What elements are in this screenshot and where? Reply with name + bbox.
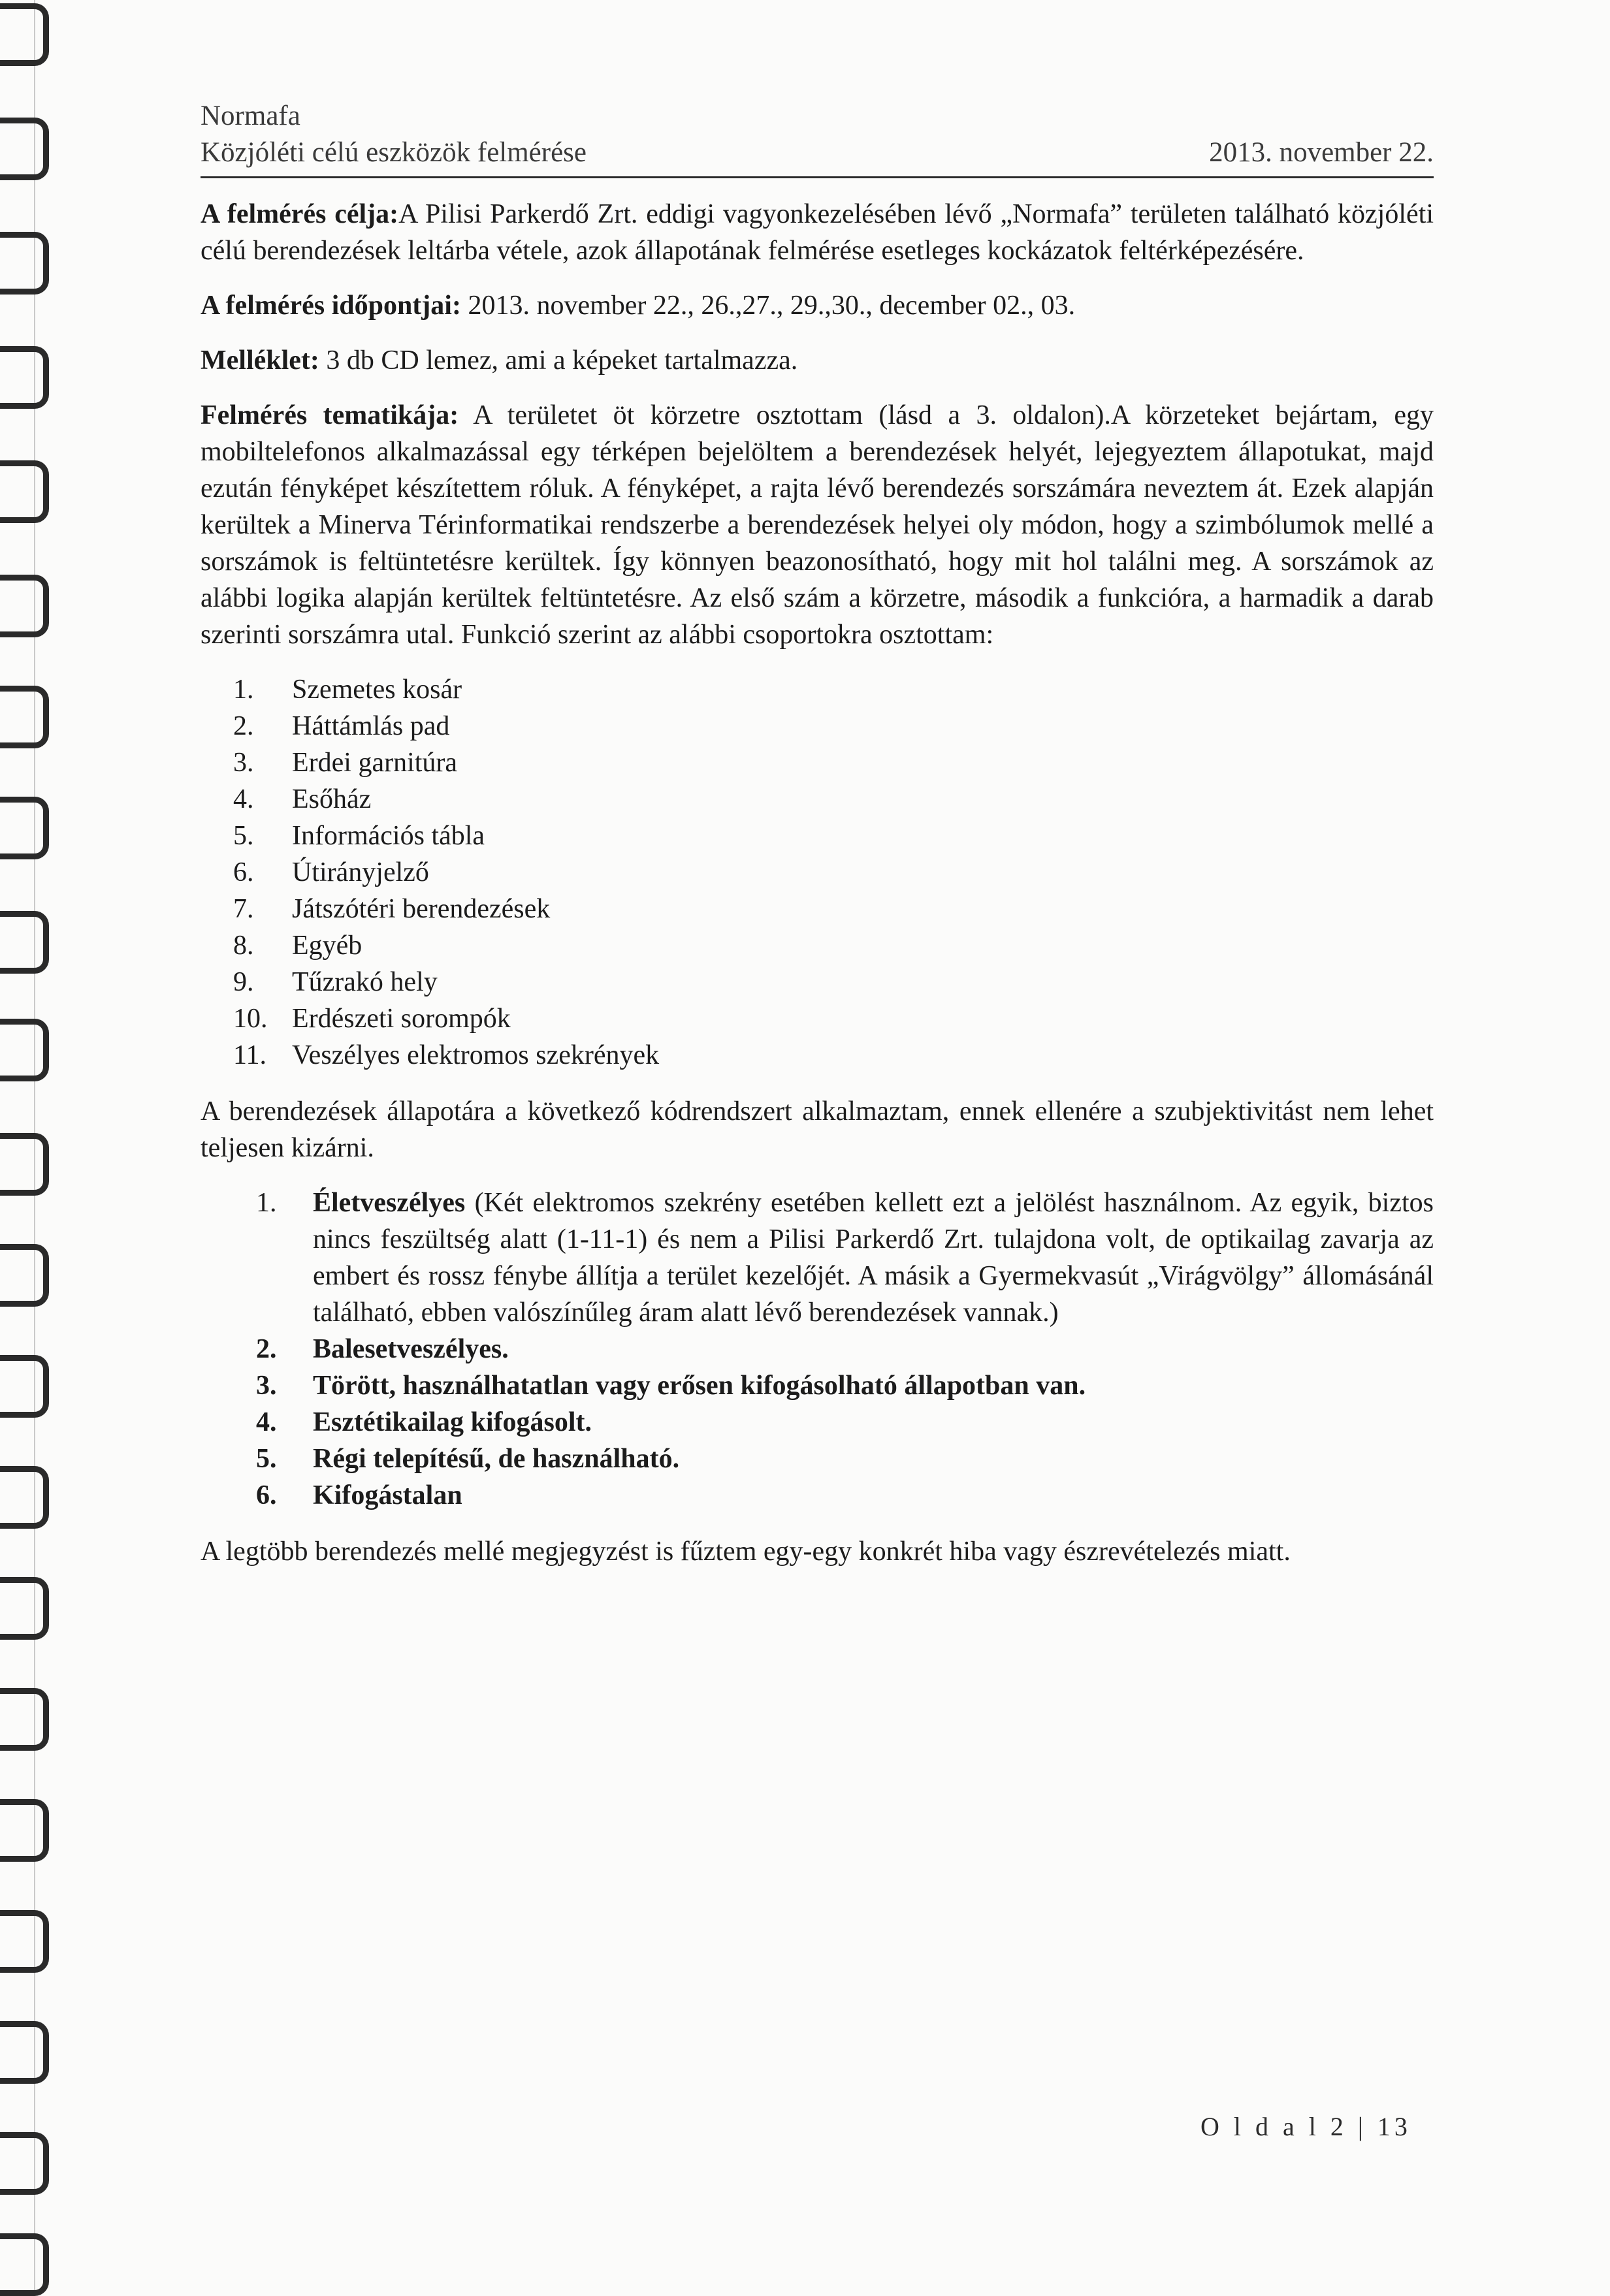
list-label: Esőház [292,784,372,814]
attachment-text: 3 db CD lemez, ami a képeket tartalmazza. [319,345,798,375]
list-item [201,1000,1434,1037]
condition-label: Törött, használhatatlan vagy erősen kifogásolható állapotban van. [313,1371,1086,1401]
header-divider [201,176,1434,178]
header-title: Normafa [201,101,300,131]
list-item [201,1185,1434,1331]
condition-intro-paragraph: A berendezések állapotára a következő kódrendszert alkalmaztam, ennek ellenére a szubjektivitást nem lehet teljesen kizárni. [201,1096,1434,1163]
dates-text: 2013. november 22., 26.,27., 29.,30., december 02., 03. [460,291,1076,321]
binding-ring [20,3,49,66]
list-number: 5. [256,1444,277,1474]
list-label: Szemetes kosár [292,675,462,705]
method-label: Felmérés tematikája: [201,400,459,430]
list-label: Veszélyes elektromos szekrények [292,1040,660,1070]
list-item [201,744,1434,781]
function-list [201,671,1434,1074]
list-number: 1. [233,675,254,705]
condition-label: Esztétikailag kifogásolt. [313,1407,592,1437]
list-number: 3. [256,1371,277,1401]
list-item [201,1367,1434,1404]
list-number: 4. [256,1407,277,1437]
method-paragraph [201,397,1434,653]
list-number: 5. [233,821,254,851]
binding-ring [20,346,49,409]
list-item [201,927,1434,964]
binding-ring [20,2233,49,2296]
list-label: Játszótéri berendezések [292,894,551,924]
list-label: Erdei garnitúra [292,748,458,778]
list-item [201,1331,1434,1367]
closing-paragraph: A legtöbb berendezés mellé megjegyzést is fűztem egy-egy konkrét hiba vagy észrevételezés miatt. [201,1537,1291,1567]
binding-ring [20,797,49,859]
list-item [201,1404,1434,1441]
binding-ring [20,1244,49,1307]
header-subtitle: Közjóléti célú eszközök felmérése [201,137,587,168]
list-label: Információs tábla [292,821,485,851]
binding-ring [20,575,49,637]
binding-ring [20,1466,49,1529]
binding-ring [20,2132,49,2195]
list-item [201,671,1434,708]
list-number: 2. [256,1334,277,1364]
condition-label: Kifogástalan [313,1480,462,1510]
binding-ring [20,1133,49,1196]
attachment-label: Melléklet: [201,345,319,375]
list-item [201,964,1434,1000]
document-body [201,196,1434,1588]
condition-label: Életveszélyes [313,1188,466,1218]
binding-ring [20,1688,49,1751]
page-header [201,98,1434,171]
page-number: O l d a l 2 | 13 [1200,2112,1411,2141]
binding-ring [20,686,49,748]
binding-ring [20,232,49,295]
list-number: 11. [233,1040,266,1070]
goal-text: A Pilisi Parkerdő Zrt. eddigi vagyonkezelésében lévő „Normafa” területen található közjóléti célú berendezések leltárba vétele, azok állapotának felmérése esetleges kockázatok feltérképezésére. [201,199,1434,266]
method-text: A területet öt körzetre osztottam (lásd a 3. oldalon).A körzeteket bejártam, egy mobiltelefonos alkalmazással egy térképen bejelöltem a berendezések helyét, lejegyeztem állapotukat, majd ezután fényképet készítettem róluk. A fényképet, a rajta lévő berendezés sorszámára neveztem át. Ezek alapján kerültek a Minerva Térinformatikai rendszerbe a berendezések helyei oly módon, hogy a szimbólumok mellé a sorszámok is feltüntetésre kerültek. Így könnyen beazonosítható, hogy mit hol találni meg. A sorszámok az alábbi logika alapján kerültek feltüntetésre. Az első szám a körzetre, második a funkcióra, a harmadik a darab szerinti sorszámra utal. Funkció szerint az alábbi csoportokra osztottam: [201,400,1434,650]
list-number: 4. [233,784,254,814]
list-number: 1. [256,1188,277,1218]
binding-ring [20,118,49,180]
list-number: 6. [256,1480,277,1510]
list-item [201,1441,1434,1477]
binding-ring [20,1355,49,1418]
list-number: 9. [233,967,254,997]
dates-label: A felmérés időpontjai: [201,291,461,321]
list-label: Egyéb [292,931,362,961]
list-number: 6. [233,857,254,887]
list-number: 3. [233,748,254,778]
condition-code-list [201,1185,1434,1514]
dates-paragraph [201,287,1434,324]
list-item [201,1477,1434,1514]
binding-ring [20,1799,49,1862]
binding-rings [0,0,72,2291]
condition-label: Régi telepítésű, de használható. [313,1444,680,1474]
attachment-paragraph [201,342,1434,379]
list-label: Tűzrakó hely [292,967,438,997]
list-item [201,891,1434,927]
condition-note: (Két elektromos szekrény esetében kellett ezt a jelölést használnom. Az egyik, biztos nincs feszültség alatt (1-11-1) és nem a Pilisi Parkerdő Zrt. tulajdona volt, de optikailag zavarja az embert és rossz fénybe állítja a terület kezelőjét. A másik a Gyermekvasút „Virágvölgy” állomásánál található, ebben valószínűleg áram alatt lévő berendezések vannak.) [313,1188,1434,1328]
list-label: Erdészeti sorompók [292,1004,511,1034]
binding-ring [20,460,49,523]
list-number: 8. [233,931,254,961]
list-item [201,708,1434,744]
list-label: Útirányjelző [292,857,429,887]
binding-ring [20,1910,49,1973]
list-item [201,854,1434,891]
goal-paragraph [201,196,1434,269]
list-number: 2. [233,711,254,741]
list-item [201,1037,1434,1074]
binding-ring [20,911,49,974]
header-date: 2013. november 22. [1209,137,1434,168]
list-item [201,818,1434,854]
list-number: 7. [233,894,254,924]
goal-label: A felmérés célja: [201,199,399,229]
list-label: Háttámlás pad [292,711,450,741]
condition-label: Balesetveszélyes. [313,1334,509,1364]
list-number: 10. [233,1004,268,1034]
binding-ring [20,1577,49,1640]
binding-ring [20,2021,49,2084]
list-item [201,781,1434,818]
binding-ring [20,1019,49,1081]
